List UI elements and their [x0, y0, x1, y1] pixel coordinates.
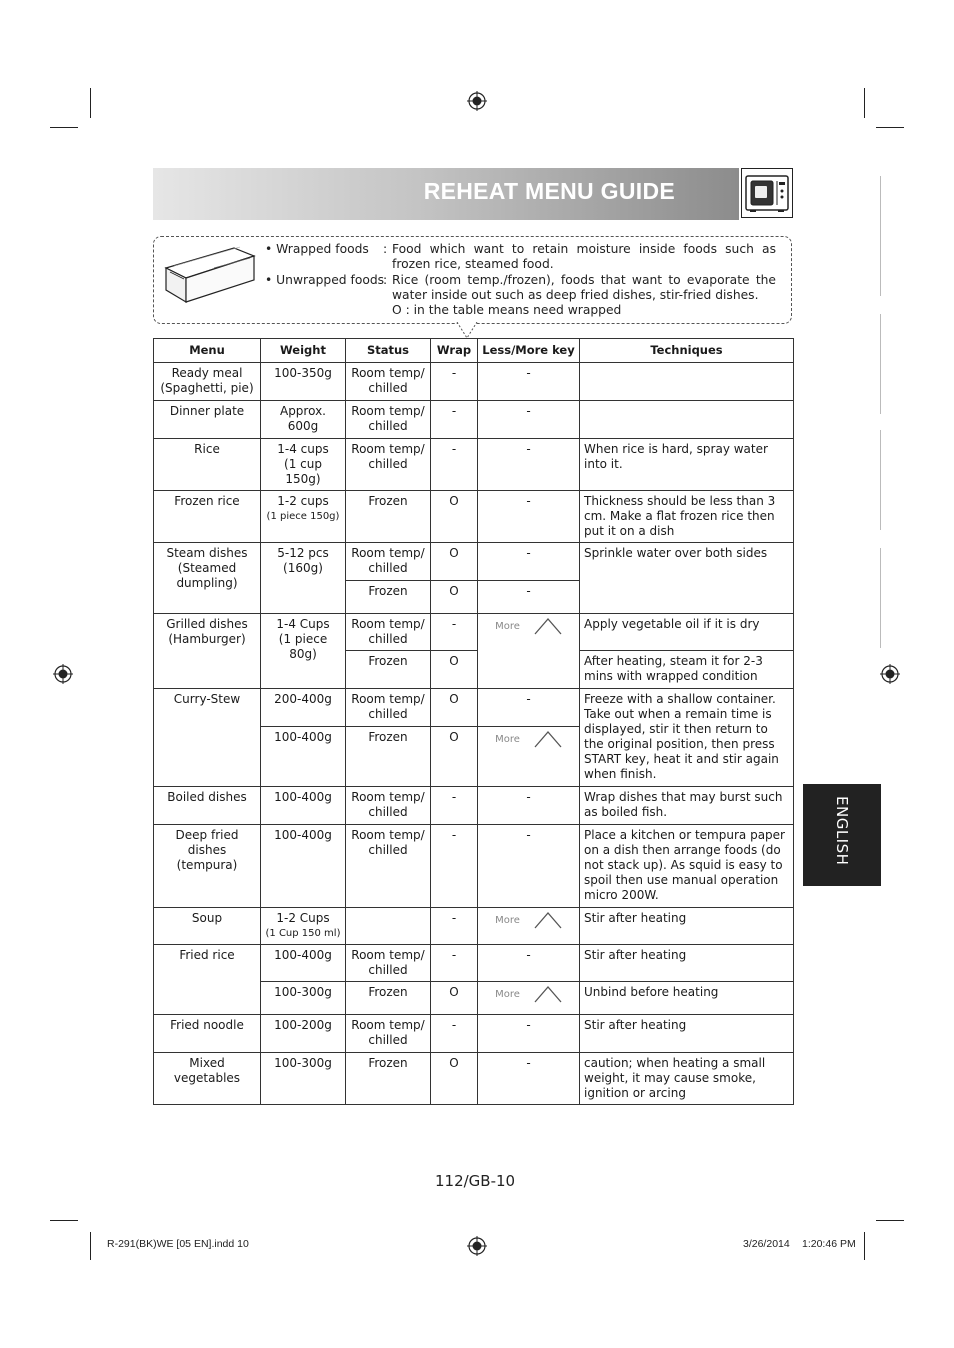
footer-time: 1:20:46 PM	[802, 1238, 856, 1250]
cell-status: Room temp/ chilled	[346, 1015, 431, 1053]
table-row	[154, 439, 794, 491]
cell-menu: Boiled dishes	[154, 787, 261, 825]
cell-key: -	[478, 363, 580, 401]
cell-key: -	[478, 581, 580, 614]
weight-detail: (1 cup 150g)	[284, 457, 322, 486]
column-header: Weight	[261, 339, 346, 363]
table-row	[154, 1015, 794, 1053]
more-label: More	[495, 988, 520, 1000]
reheat-menu-table	[153, 338, 794, 1105]
cell-status: Room temp/ chilled	[346, 363, 431, 401]
cell-weight: 100-200g	[261, 1015, 346, 1053]
cell-menu: Dinner plate	[154, 401, 261, 439]
cell-wrap: -	[431, 945, 478, 982]
cell-technique	[580, 401, 794, 439]
cell-technique: Stir after heating	[580, 1015, 794, 1053]
cell-key: -	[478, 1015, 580, 1053]
cell-weight	[261, 908, 346, 945]
crop-mark	[90, 88, 91, 118]
side-divider	[880, 176, 881, 296]
cell-technique: Freeze with a shallow container. Take out when a remain time is displayed, stir it then return to the original position, then press START key, heat it and stir again when finish.	[580, 689, 794, 787]
side-divider	[880, 314, 881, 414]
crop-mark	[50, 127, 78, 128]
table-row	[154, 491, 794, 543]
cell-menu: Steam dishes (Steamed dumpling)	[154, 543, 261, 614]
cell-technique: Stir after heating	[580, 908, 794, 945]
cell-status: Frozen	[346, 581, 431, 614]
cell-wrap: -	[431, 787, 478, 825]
registration-mark-icon	[467, 91, 487, 111]
column-header: Less/More key	[478, 339, 580, 363]
cell-status: Room temp/ chilled	[346, 689, 431, 727]
language-label: ENGLISH	[833, 796, 851, 866]
microwave-icon	[741, 168, 793, 218]
page-title: REHEAT MENU GUIDE	[423, 178, 675, 204]
cell-weight	[261, 439, 346, 491]
cell-wrap: -	[431, 1015, 478, 1053]
cell-weight: 5-12 pcs (160g)	[261, 543, 346, 614]
weight-detail: (1 piece 80g)	[278, 632, 328, 661]
crop-mark	[876, 1220, 904, 1221]
cell-status: Room temp/ chilled	[346, 945, 431, 982]
cell-wrap: O	[431, 651, 478, 689]
cell-wrap: O	[431, 543, 478, 581]
registration-mark-icon	[53, 664, 73, 684]
table-row	[154, 908, 794, 945]
cell-key: -	[478, 787, 580, 825]
weight-detail: (1 piece 150g)	[266, 511, 340, 522]
wrap-legend: O : in the table means need wrapped	[392, 303, 622, 317]
table-row	[154, 363, 794, 401]
weight-value: 1-4 Cups	[276, 617, 330, 631]
cell-status: Room temp/ chilled	[346, 439, 431, 491]
cell-technique: caution; when heating a small weight, it may cause smoke, ignition or arcing	[580, 1053, 794, 1105]
cell-key: -	[478, 543, 580, 581]
cell-status: Room temp/ chilled	[346, 825, 431, 908]
language-tab	[803, 784, 881, 886]
page-header	[153, 168, 793, 220]
crop-mark	[90, 1232, 91, 1260]
cell-weight: 200-400g	[261, 689, 346, 727]
cell-key: -	[478, 945, 580, 982]
cell-technique: Thickness should be less than 3 cm. Make a flat frozen rice then put it on a dish	[580, 491, 794, 543]
cell-status: Frozen	[346, 491, 431, 543]
cell-status: Room temp/ chilled	[346, 614, 431, 651]
registration-mark-icon	[880, 664, 900, 684]
cell-key	[478, 908, 580, 945]
cell-wrap: O	[431, 982, 478, 1015]
cell-technique: When rice is hard, spray water into it.	[580, 439, 794, 491]
cell-technique: Unbind before heating	[580, 982, 794, 1015]
food-wrap-icon	[162, 242, 256, 304]
cell-weight: 100-350g	[261, 363, 346, 401]
more-key	[482, 617, 575, 635]
cell-status: Room temp/ chilled	[346, 787, 431, 825]
table-row	[154, 689, 794, 727]
side-divider	[880, 548, 881, 648]
cell-wrap: O	[431, 727, 478, 787]
cell-weight: 100-300g	[261, 982, 346, 1015]
more-key	[482, 985, 575, 1003]
table-header-row	[154, 339, 794, 363]
cell-weight	[261, 491, 346, 543]
cell-wrap: -	[431, 908, 478, 945]
cell-key	[478, 614, 580, 689]
header-bar	[153, 168, 739, 220]
weight-value: 1-2 Cups	[276, 911, 330, 925]
weight-value: 1-2 cups	[277, 494, 329, 508]
cell-wrap: -	[431, 614, 478, 651]
page-number: 112/GB-10	[435, 1172, 516, 1190]
cell-menu: Curry-Stew	[154, 689, 261, 787]
cell-menu: Soup	[154, 908, 261, 945]
cell-weight: Approx. 600g	[261, 401, 346, 439]
footer-filename: R-291(BK)WE [05 EN].indd 10	[107, 1238, 249, 1250]
cell-technique: After heating, steam it for 2-3 mins with wrapped condition	[580, 651, 794, 689]
column-header: Wrap	[431, 339, 478, 363]
cell-status: Room temp/ chilled	[346, 543, 431, 581]
cell-menu: Fried rice	[154, 945, 261, 1015]
cell-key: -	[478, 825, 580, 908]
cell-technique: Apply vegetable oil if it is dry	[580, 614, 794, 651]
cell-status	[346, 908, 431, 945]
table-row	[154, 787, 794, 825]
cell-key: -	[478, 401, 580, 439]
cell-wrap: -	[431, 401, 478, 439]
more-label: More	[495, 620, 520, 632]
cell-status: Frozen	[346, 727, 431, 787]
cell-menu: Fried noodle	[154, 1015, 261, 1053]
table-row	[154, 1053, 794, 1105]
more-key	[482, 911, 575, 929]
cell-menu: Deep fried dishes (tempura)	[154, 825, 261, 908]
table-row	[154, 543, 794, 581]
cell-wrap: O	[431, 1053, 478, 1105]
note-definition-wrapped: Food which want to retain moisture inside foods such as frozen rice, steamed food.	[392, 242, 776, 271]
up-arrow-icon	[534, 617, 562, 635]
cell-menu: Frozen rice	[154, 491, 261, 543]
cell-weight: 100-400g	[261, 727, 346, 787]
cell-menu: Mixed vegetables	[154, 1053, 261, 1105]
weight-detail: (1 Cup 150 ml)	[265, 928, 341, 939]
column-header: Menu	[154, 339, 261, 363]
up-arrow-icon	[534, 730, 562, 748]
note-colon: :	[383, 273, 388, 287]
cell-key	[478, 727, 580, 787]
cell-wrap: O	[431, 581, 478, 614]
side-divider	[880, 430, 881, 530]
more-key	[482, 730, 575, 748]
cell-weight: 100-400g	[261, 945, 346, 982]
table-row	[154, 825, 794, 908]
cell-status: Frozen	[346, 651, 431, 689]
cell-menu: Rice	[154, 439, 261, 491]
cell-weight: 100-300g	[261, 1053, 346, 1105]
note-label-unwrapped: • Unwrapped foods	[265, 273, 385, 287]
cell-weight: 100-400g	[261, 787, 346, 825]
cell-key: -	[478, 689, 580, 727]
cell-key: -	[478, 439, 580, 491]
cell-technique: Wrap dishes that may burst such as boiled fish.	[580, 787, 794, 825]
note-colon: :	[383, 242, 388, 256]
note-definition-unwrapped: Rice (room temp./frozen), foods that want to evaporate the water inside out such as deep fried dishes, stir-fried dishes.	[392, 273, 776, 302]
cell-key: -	[478, 491, 580, 543]
cell-weight	[261, 614, 346, 689]
cell-status: Frozen	[346, 1053, 431, 1105]
cell-status: Frozen	[346, 982, 431, 1015]
cell-wrap: -	[431, 825, 478, 908]
table-row	[154, 401, 794, 439]
table-row	[154, 945, 794, 982]
footer-date: 3/26/2014	[743, 1238, 790, 1250]
up-arrow-icon	[534, 911, 562, 929]
cell-key: -	[478, 1053, 580, 1105]
table-row	[154, 614, 794, 651]
cell-wrap: -	[431, 439, 478, 491]
cell-menu: Grilled dishes (Hamburger)	[154, 614, 261, 689]
cell-menu: Ready meal (Spaghetti, pie)	[154, 363, 261, 401]
crop-mark	[50, 1220, 78, 1221]
column-header: Techniques	[580, 339, 794, 363]
crop-mark	[864, 88, 865, 118]
cell-technique: Stir after heating	[580, 945, 794, 982]
up-arrow-icon	[534, 985, 562, 1003]
cell-wrap: O	[431, 689, 478, 727]
registration-mark-icon	[467, 1236, 487, 1256]
weight-value: 1-4 cups	[277, 442, 329, 456]
cell-wrap: -	[431, 363, 478, 401]
note-label-wrapped: • Wrapped foods	[265, 242, 369, 256]
more-label: More	[495, 733, 520, 745]
cell-status: Room temp/ chilled	[346, 401, 431, 439]
cell-key	[478, 982, 580, 1015]
crop-mark	[876, 127, 904, 128]
cell-technique: Place a kitchen or tempura paper on a dish then arrange foods (do not stack up). As squid is easy to spoil then use manual operation micro 200W.	[580, 825, 794, 908]
column-header: Status	[346, 339, 431, 363]
cell-technique: Sprinkle water over both sides	[580, 543, 794, 614]
cell-technique	[580, 363, 794, 401]
more-label: More	[495, 914, 520, 926]
cell-wrap: O	[431, 491, 478, 543]
crop-mark	[864, 1232, 865, 1260]
cell-weight: 100-400g	[261, 825, 346, 908]
